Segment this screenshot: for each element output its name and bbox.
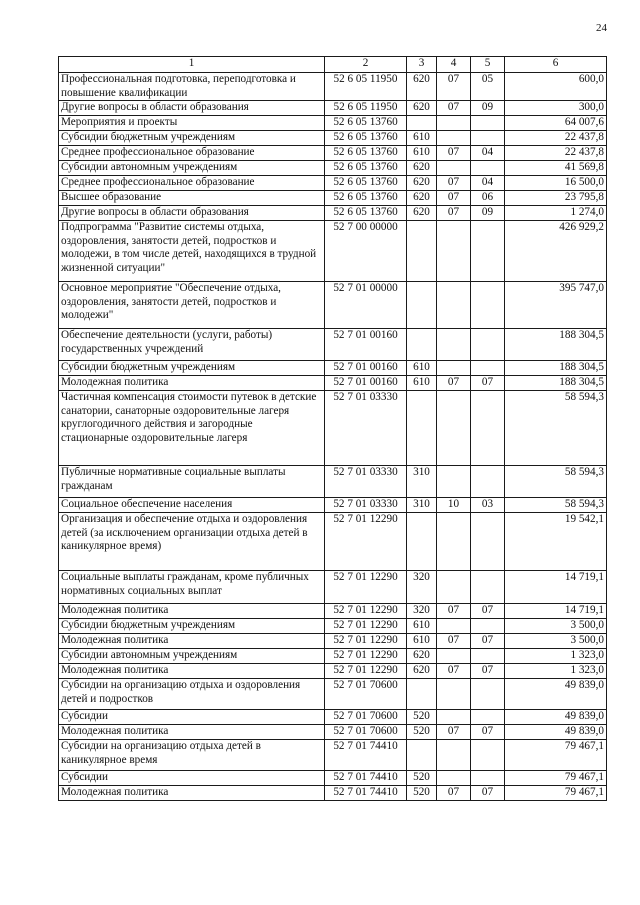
cell-expense-type (407, 221, 437, 282)
cell-section (437, 649, 471, 664)
cell-expense-type: 620 (407, 664, 437, 679)
cell-subsection: 07 (471, 786, 505, 801)
cell-name: Субсидии бюджетным учреждениям (59, 131, 325, 146)
cell-amount: 58 594,3 (505, 466, 607, 498)
cell-name: Среднее профессиональное образование (59, 146, 325, 161)
cell-expense-type: 610 (407, 634, 437, 649)
cell-code: 52 6 05 13760 (325, 191, 407, 206)
cell-code: 52 7 01 12290 (325, 649, 407, 664)
cell-name: Социальное обеспечение населения (59, 498, 325, 513)
table-row (59, 206, 607, 221)
table-row (59, 619, 607, 634)
cell-section (437, 571, 471, 604)
cell-expense-type: 620 (407, 161, 437, 176)
cell-subsection (471, 361, 505, 376)
table-row (59, 221, 607, 282)
cell-subsection: 07 (471, 604, 505, 619)
cell-subsection (471, 391, 505, 466)
cell-amount: 64 007,6 (505, 116, 607, 131)
cell-expense-type: 620 (407, 73, 437, 101)
cell-section (437, 161, 471, 176)
table-row (59, 391, 607, 466)
cell-code: 52 7 01 00160 (325, 361, 407, 376)
cell-amount: 14 719,1 (505, 571, 607, 604)
cell-name: Молодежная политика (59, 725, 325, 740)
cell-amount: 188 304,5 (505, 329, 607, 361)
cell-name: Молодежная политика (59, 664, 325, 679)
cell-subsection (471, 771, 505, 786)
budget-table (58, 56, 607, 801)
cell-section (437, 131, 471, 146)
header-col-subsection: 5 (471, 57, 505, 73)
cell-name: Субсидии на организацию отдыха детей в каникулярное время (59, 740, 325, 771)
cell-code: 52 7 01 12290 (325, 571, 407, 604)
cell-amount: 23 795,8 (505, 191, 607, 206)
cell-name: Обеспечение деятельности (услуги, работы) государственных учреждений (59, 329, 325, 361)
cell-code: 52 7 01 12290 (325, 513, 407, 571)
cell-section: 07 (437, 786, 471, 801)
cell-name: Субсидии бюджетным учреждениям (59, 361, 325, 376)
cell-expense-type: 320 (407, 604, 437, 619)
cell-subsection (471, 221, 505, 282)
cell-name: Мероприятия и проекты (59, 116, 325, 131)
table-row (59, 679, 607, 710)
cell-section (437, 221, 471, 282)
cell-code: 52 7 01 00160 (325, 376, 407, 391)
cell-code: 52 6 05 13760 (325, 161, 407, 176)
cell-name: Субсидии (59, 771, 325, 786)
cell-name: Профессиональная подготовка, переподготовка и повышение квалификации (59, 73, 325, 101)
cell-subsection: 04 (471, 176, 505, 191)
cell-code: 52 7 01 12290 (325, 604, 407, 619)
cell-code: 52 7 01 03330 (325, 391, 407, 466)
cell-expense-type: 620 (407, 191, 437, 206)
cell-subsection (471, 116, 505, 131)
cell-amount: 14 719,1 (505, 604, 607, 619)
cell-expense-type: 310 (407, 498, 437, 513)
cell-expense-type: 610 (407, 131, 437, 146)
table-row (59, 771, 607, 786)
cell-name: Подпрограмма "Развитие системы отдыха, оздоровления, занятости детей, подростков и молодежи, в том числе детей, находящихся в трудной жизненной ситуации" (59, 221, 325, 282)
cell-name: Публичные нормативные социальные выплаты гражданам (59, 466, 325, 498)
cell-subsection: 05 (471, 73, 505, 101)
cell-subsection (471, 571, 505, 604)
cell-amount: 58 594,3 (505, 498, 607, 513)
cell-subsection: 07 (471, 634, 505, 649)
cell-name: Основное мероприятие "Обеспечение отдыха, оздоровления, занятости детей, подростков и молодежи" (59, 282, 325, 329)
cell-amount: 58 594,3 (505, 391, 607, 466)
cell-name: Среднее профессиональное образование (59, 176, 325, 191)
cell-section (437, 771, 471, 786)
cell-subsection (471, 131, 505, 146)
cell-code: 52 6 05 13760 (325, 206, 407, 221)
cell-subsection (471, 329, 505, 361)
cell-subsection (471, 649, 505, 664)
table-row (59, 361, 607, 376)
cell-amount: 79 467,1 (505, 786, 607, 801)
cell-amount: 79 467,1 (505, 771, 607, 786)
cell-subsection (471, 466, 505, 498)
cell-code: 52 7 01 12290 (325, 634, 407, 649)
table-body (59, 73, 607, 801)
cell-subsection: 07 (471, 664, 505, 679)
cell-code: 52 7 01 00160 (325, 329, 407, 361)
header-col-name: 1 (59, 57, 325, 73)
cell-section: 07 (437, 101, 471, 116)
table-row (59, 498, 607, 513)
cell-amount: 41 569,8 (505, 161, 607, 176)
cell-expense-type: 520 (407, 710, 437, 725)
table-row (59, 376, 607, 391)
cell-section: 07 (437, 725, 471, 740)
cell-code: 52 6 05 11950 (325, 101, 407, 116)
cell-name: Субсидии (59, 710, 325, 725)
cell-code: 52 7 01 03330 (325, 498, 407, 513)
cell-name: Организация и обеспечение отдыха и оздоровления детей (за исключением организации отдыха детей в каникулярное время) (59, 513, 325, 571)
cell-amount: 79 467,1 (505, 740, 607, 771)
cell-subsection (471, 282, 505, 329)
cell-section (437, 361, 471, 376)
cell-subsection: 09 (471, 206, 505, 221)
cell-expense-type: 610 (407, 376, 437, 391)
table-row (59, 116, 607, 131)
cell-subsection (471, 619, 505, 634)
cell-section (437, 679, 471, 710)
cell-code: 52 7 01 00000 (325, 282, 407, 329)
cell-amount: 395 747,0 (505, 282, 607, 329)
cell-name: Субсидии бюджетным учреждениям (59, 619, 325, 634)
table-row (59, 649, 607, 664)
cell-expense-type: 610 (407, 361, 437, 376)
cell-section (437, 740, 471, 771)
cell-amount: 49 839,0 (505, 710, 607, 725)
table-row (59, 571, 607, 604)
cell-subsection (471, 710, 505, 725)
cell-subsection (471, 679, 505, 710)
cell-amount: 1 323,0 (505, 664, 607, 679)
cell-name: Социальные выплаты гражданам, кроме публичных нормативных социальных выплат (59, 571, 325, 604)
cell-expense-type: 520 (407, 725, 437, 740)
cell-amount: 600,0 (505, 73, 607, 101)
cell-section: 10 (437, 498, 471, 513)
table-row (59, 176, 607, 191)
cell-expense-type: 620 (407, 206, 437, 221)
cell-section: 07 (437, 206, 471, 221)
header-col-type: 3 (407, 57, 437, 73)
cell-name: Другие вопросы в области образования (59, 101, 325, 116)
cell-code: 52 6 05 13760 (325, 131, 407, 146)
table-row (59, 131, 607, 146)
table-row (59, 73, 607, 101)
table-row (59, 786, 607, 801)
cell-section: 07 (437, 664, 471, 679)
table-row (59, 634, 607, 649)
cell-subsection (471, 161, 505, 176)
cell-expense-type: 620 (407, 176, 437, 191)
cell-amount: 300,0 (505, 101, 607, 116)
table-row (59, 664, 607, 679)
cell-code: 52 6 05 13760 (325, 146, 407, 161)
table-row (59, 604, 607, 619)
cell-section: 07 (437, 634, 471, 649)
cell-section (437, 619, 471, 634)
cell-code: 52 7 01 12290 (325, 664, 407, 679)
cell-amount: 188 304,5 (505, 361, 607, 376)
cell-subsection: 04 (471, 146, 505, 161)
header-col-amount: 6 (505, 57, 607, 73)
cell-name: Другие вопросы в области образования (59, 206, 325, 221)
table-row (59, 710, 607, 725)
cell-subsection (471, 513, 505, 571)
header-row (59, 57, 607, 73)
table-row (59, 101, 607, 116)
cell-section (437, 710, 471, 725)
cell-code: 52 7 01 74410 (325, 771, 407, 786)
cell-code: 52 7 01 74410 (325, 740, 407, 771)
table-row (59, 191, 607, 206)
table-row (59, 161, 607, 176)
cell-amount: 426 929,2 (505, 221, 607, 282)
cell-section (437, 513, 471, 571)
cell-expense-type: 520 (407, 786, 437, 801)
cell-code: 52 7 00 00000 (325, 221, 407, 282)
cell-section: 07 (437, 146, 471, 161)
cell-expense-type: 320 (407, 571, 437, 604)
cell-section (437, 329, 471, 361)
cell-amount: 19 542,1 (505, 513, 607, 571)
cell-section: 07 (437, 604, 471, 619)
cell-code: 52 7 01 70600 (325, 679, 407, 710)
cell-code: 52 6 05 13760 (325, 176, 407, 191)
cell-amount: 1 323,0 (505, 649, 607, 664)
cell-expense-type (407, 116, 437, 131)
cell-section: 07 (437, 73, 471, 101)
table-row (59, 282, 607, 329)
cell-name: Субсидии автономным учреждениям (59, 161, 325, 176)
cell-amount: 22 437,8 (505, 146, 607, 161)
cell-code: 52 7 01 70600 (325, 710, 407, 725)
cell-subsection: 03 (471, 498, 505, 513)
cell-subsection: 09 (471, 101, 505, 116)
cell-section (437, 116, 471, 131)
cell-section: 07 (437, 176, 471, 191)
cell-amount: 1 274,0 (505, 206, 607, 221)
cell-expense-type (407, 329, 437, 361)
table-row (59, 725, 607, 740)
cell-expense-type: 610 (407, 146, 437, 161)
cell-expense-type (407, 513, 437, 571)
cell-amount: 188 304,5 (505, 376, 607, 391)
cell-code: 52 7 01 74410 (325, 786, 407, 801)
cell-name: Субсидии на организацию отдыха и оздоровления детей и подростков (59, 679, 325, 710)
cell-name: Высшее образование (59, 191, 325, 206)
cell-expense-type (407, 282, 437, 329)
cell-section: 07 (437, 191, 471, 206)
cell-code: 52 7 01 12290 (325, 619, 407, 634)
cell-subsection: 07 (471, 725, 505, 740)
cell-amount: 22 437,8 (505, 131, 607, 146)
cell-amount: 3 500,0 (505, 634, 607, 649)
table-row (59, 329, 607, 361)
cell-expense-type (407, 391, 437, 466)
table-row (59, 466, 607, 498)
cell-amount: 16 500,0 (505, 176, 607, 191)
cell-name: Частичная компенсация стоимости путевок в детские санатории, санаторные оздоровительные лагеря круглогодичного действия и загородные стационарные оздоровительные лагеря (59, 391, 325, 466)
page-number: 24 (596, 22, 607, 34)
cell-section: 07 (437, 376, 471, 391)
cell-name: Молодежная политика (59, 604, 325, 619)
cell-expense-type (407, 740, 437, 771)
cell-expense-type: 310 (407, 466, 437, 498)
cell-name: Субсидии автономным учреждениям (59, 649, 325, 664)
cell-expense-type: 620 (407, 101, 437, 116)
header-col-section: 4 (437, 57, 471, 73)
table-row (59, 740, 607, 771)
cell-name: Молодежная политика (59, 786, 325, 801)
table-row (59, 146, 607, 161)
cell-expense-type (407, 679, 437, 710)
cell-code: 52 6 05 13760 (325, 116, 407, 131)
cell-section (437, 282, 471, 329)
cell-code: 52 7 01 70600 (325, 725, 407, 740)
cell-name: Молодежная политика (59, 634, 325, 649)
cell-amount: 49 839,0 (505, 679, 607, 710)
table-row (59, 513, 607, 571)
cell-subsection (471, 740, 505, 771)
cell-amount: 49 839,0 (505, 725, 607, 740)
cell-name: Молодежная политика (59, 376, 325, 391)
header-col-code: 2 (325, 57, 407, 73)
cell-expense-type: 620 (407, 649, 437, 664)
cell-expense-type: 610 (407, 619, 437, 634)
cell-subsection: 07 (471, 376, 505, 391)
cell-section (437, 391, 471, 466)
cell-amount: 3 500,0 (505, 619, 607, 634)
cell-expense-type: 520 (407, 771, 437, 786)
table-header (59, 57, 607, 73)
cell-code: 52 6 05 11950 (325, 73, 407, 101)
cell-code: 52 7 01 03330 (325, 466, 407, 498)
cell-section (437, 466, 471, 498)
cell-subsection: 06 (471, 191, 505, 206)
